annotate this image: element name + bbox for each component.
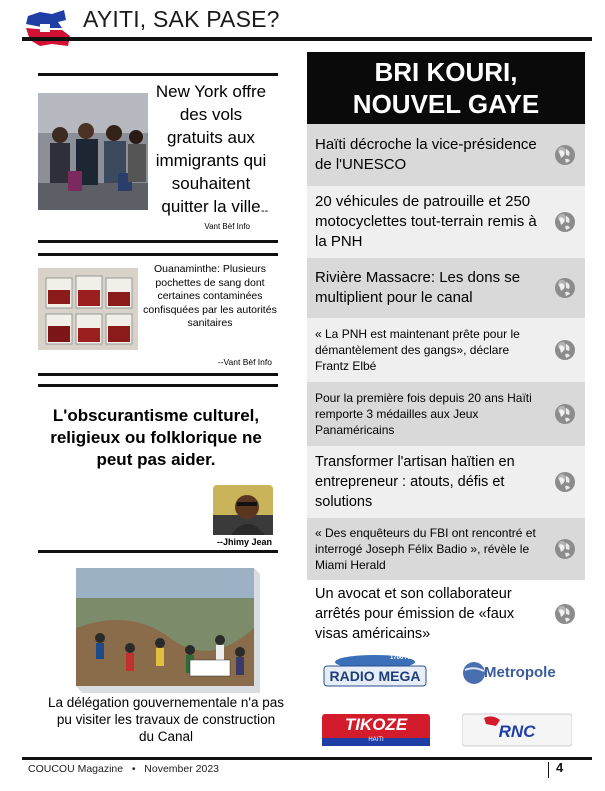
divider: [38, 373, 278, 376]
news-item-text: Transformer l'artisan haïtien en entrepreneur : atouts, défis et solutions: [315, 454, 515, 510]
footer-text: COUCOU Magazine • November 2023: [28, 763, 219, 775]
haiti-flag-map-icon: [22, 6, 74, 54]
article-1-title[interactable]: New York offre des vols gratuits aux immigrants qui souhaitent quitter la ville: [155, 82, 267, 216]
globe-icon: [553, 402, 577, 426]
metropole-name: Metropole: [484, 664, 556, 681]
news-item[interactable]: [307, 258, 585, 318]
news-item[interactable]: [307, 186, 585, 258]
news-header: [307, 52, 585, 124]
globe-icon: [553, 276, 577, 300]
article-1-photo[interactable]: [38, 93, 148, 210]
divider: [38, 253, 278, 256]
page-title: AYITI, SAK PASE?: [83, 6, 280, 32]
divider: [38, 384, 278, 387]
globe-icon: [553, 537, 577, 561]
news-header-line-2: NOUVEL GAYE: [352, 89, 540, 119]
globe-icon: [553, 143, 577, 167]
news-item-text: Rivière Massacre: Les dons se multiplient pour le canal: [315, 269, 521, 306]
quote-text: L'obscurantisme culturel, religieux ou folklorique ne peut pas aider.: [50, 406, 262, 469]
tikoze-name: TIKOZE: [344, 715, 408, 734]
news-item-text: Pour la première fois depuis 20 ans Haïti remporte 3 médailles aux Jeux Panaméricains: [315, 391, 532, 437]
footer-rule: [22, 757, 592, 760]
footer-separator: [548, 762, 549, 778]
rnc-logo[interactable]: [462, 712, 572, 748]
news-item[interactable]: [307, 580, 585, 648]
author-avatar: [213, 485, 273, 535]
news-item[interactable]: [307, 446, 585, 518]
globe-icon: [553, 338, 577, 362]
radio-mega-logo[interactable]: [320, 652, 430, 688]
news-item-text: 20 véhicules de patrouille et 250 motocyclettes tout-terrain remis à la PNH: [315, 193, 537, 250]
globe-icon: [553, 210, 577, 234]
article-3-caption[interactable]: La délégation gouvernementale n'a pas pu visiter les travaux de construction du Canal: [48, 695, 285, 744]
quote-author: --Jhimy Jean: [216, 537, 272, 547]
news-header-line-1: BRI KOURI,: [374, 57, 518, 87]
news-item-text: « Des enquêteurs du FBI ont rencontré et interrogé Joseph Félix Badio », révèle le Miami Herald: [315, 526, 536, 572]
divider: [38, 240, 278, 243]
globe-icon: [553, 470, 577, 494]
article-2-source: --Vant Bèf Info: [217, 357, 272, 367]
radio-mega-name: RADIO MEGA: [329, 668, 421, 684]
page-number: 4: [556, 760, 564, 775]
news-item[interactable]: [307, 518, 585, 580]
divider: [38, 73, 278, 76]
divider: [38, 550, 278, 553]
globe-icon: [553, 602, 577, 626]
article-3-photo[interactable]: [70, 568, 260, 693]
rnc-name: RNC: [498, 722, 536, 741]
news-item[interactable]: [307, 318, 585, 382]
header-rule: [22, 37, 592, 41]
news-item-text: Un avocat et son collaborateur arrêtés pour émission de «faux visas américains»: [315, 586, 515, 642]
tikoze-logo[interactable]: [322, 712, 430, 748]
news-item[interactable]: [307, 382, 585, 446]
article-1-dash: --: [261, 205, 269, 217]
news-item-text: Haïti décroche la vice-présidence de l'UNESCO: [315, 136, 537, 173]
article-2-photo[interactable]: [38, 268, 138, 350]
metropole-logo[interactable]: [460, 658, 572, 688]
news-item-text: « La PNH est maintenant prête pour le démantèlement des gangs», déclare Frantz Elbé: [315, 327, 520, 373]
article-1-source: Vant Bèf Info: [204, 222, 250, 231]
article-2-title[interactable]: Ouanaminthe: Plusieurs pochettes de sang dont certaines contaminées confisquées par les autorités sanitaires: [143, 263, 277, 329]
radio-mega-freq: 1700 AM: [390, 655, 415, 661]
news-item[interactable]: [307, 124, 585, 186]
tikoze-sub: HAITI: [368, 737, 384, 743]
